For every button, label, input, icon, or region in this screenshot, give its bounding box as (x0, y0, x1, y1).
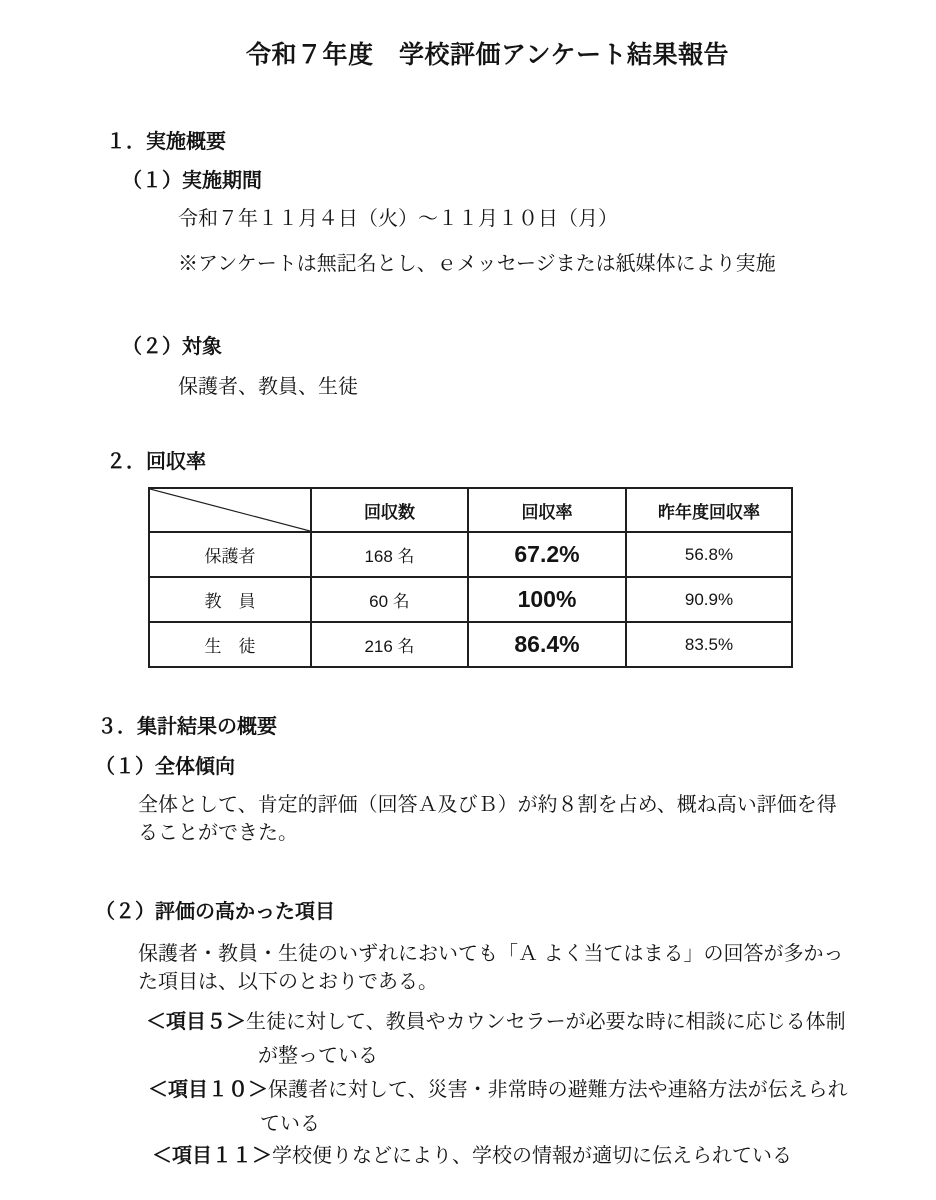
table-header-row (149, 488, 792, 532)
high-item-5-line1 (146, 1012, 846, 1032)
page-title: 令和７年度 学校評価アンケート結果報告 (246, 41, 730, 69)
last-year-cell: 56.8% (626, 532, 792, 577)
item-5-label: ＜項目５＞ (146, 1011, 246, 1033)
item-11-text: 学校便りなどにより、学校の情報が適切に伝えられている (272, 1145, 792, 1167)
section-2-heading: ２．回収率 (106, 451, 206, 473)
section-1-1-heading: （１）実施期間 (122, 170, 262, 192)
period-note: ※アンケートは無記名とし、ｅメッセージまたは紙媒体により実施 (178, 253, 776, 275)
high-item-10-line1 (148, 1080, 848, 1100)
item-10-label: ＜項目１０＞ (148, 1079, 268, 1101)
overall-paragraph-line1: 全体として、肯定的評価（回答Ａ及びＢ）が約８割を占め、概ね高い評価を得 (138, 794, 837, 816)
count-cell: 216 名 (311, 622, 468, 667)
header-last-year: 昨年度回収率 (626, 488, 792, 532)
period-text: 令和７年１１月４日（火）～１１月１０日（月） (178, 208, 618, 230)
diagonal-line (150, 489, 310, 531)
rate-cell: 86.4% (468, 622, 626, 667)
table-row-teachers (149, 577, 792, 622)
header-count: 回収数 (311, 488, 468, 532)
item-11-label: ＜項目１１＞ (152, 1145, 272, 1167)
table-row-students (149, 622, 792, 667)
rate-cell: 67.2% (468, 532, 626, 577)
corner-cell (149, 488, 311, 532)
row-label: 教 員 (149, 577, 311, 622)
high-item-10-line2: ている (260, 1113, 320, 1135)
overall-paragraph-line2: ることができた。 (138, 822, 298, 844)
rate-cell: 100% (468, 577, 626, 622)
header-rate: 回収率 (468, 488, 626, 532)
high-paragraph-line1: 保護者・教員・生徒のいずれにおいても「Ａ よく当てはまる」の回答が多かっ (138, 943, 844, 965)
last-year-cell: 90.9% (626, 577, 792, 622)
section-3-2-heading: （２）評価の高かった項目 (95, 901, 335, 923)
item-10-text: 保護者に対して、災害・非常時の避難方法や連絡方法が伝えられ (268, 1079, 848, 1101)
response-rate-table (148, 487, 793, 668)
high-item-5-line2: が整っている (258, 1045, 378, 1067)
section-1-2-heading: （２）対象 (122, 336, 222, 358)
last-year-cell: 83.5% (626, 622, 792, 667)
count-cell: 60 名 (311, 577, 468, 622)
section-1-heading: １．実施概要 (106, 131, 226, 153)
section-3-1-heading: （１）全体傾向 (95, 756, 235, 778)
table-row-parents (149, 532, 792, 577)
row-label: 生 徒 (149, 622, 311, 667)
target-text: 保護者、教員、生徒 (178, 376, 358, 398)
row-label: 保護者 (149, 532, 311, 577)
high-paragraph-line2: た項目は、以下のとおりである。 (138, 971, 438, 993)
section-3-heading: ３．集計結果の概要 (97, 716, 277, 738)
high-item-11-line1 (152, 1146, 792, 1166)
item-5-text: 生徒に対して、教員やカウンセラーが必要な時に相談に応じる体制 (246, 1011, 846, 1033)
count-cell: 168 名 (311, 532, 468, 577)
